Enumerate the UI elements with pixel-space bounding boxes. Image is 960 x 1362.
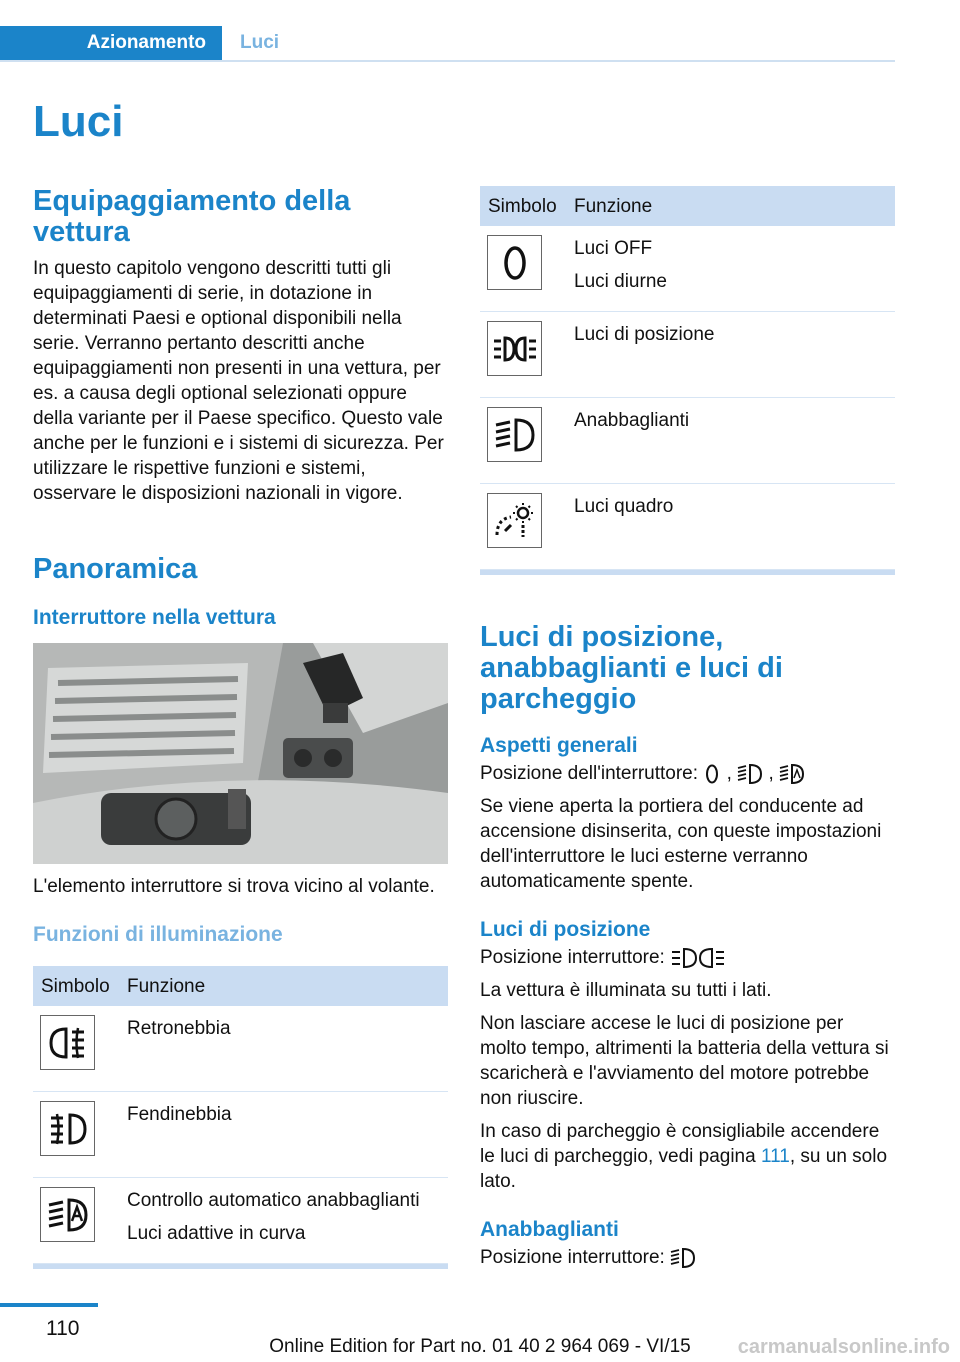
function-text: Anabbaglianti	[574, 410, 690, 431]
posizione-label: Posizione dell'interruttore:	[480, 763, 699, 784]
edition-text: Online Edition for Part no. 01 40 2 964 069 - VI/15	[269, 1336, 691, 1357]
comma-separator: ,	[768, 763, 774, 784]
paragraph-luci-pos-2: Non lasciare accese le luci di posizione per molto tempo, altrimenti la batteria della vettura si scaricherà e l'avviamento del motore potrebbe non riuscire.	[480, 1013, 889, 1109]
table-end-bar	[480, 570, 895, 575]
front-fog-light-icon	[40, 1101, 95, 1156]
function-text: Controllo automatico anabbaglianti	[127, 1190, 420, 1211]
page-header	[0, 0, 960, 62]
heading-funzioni: Funzioni di illuminazione	[33, 923, 283, 946]
heading-interruttore: Interruttore nella vettura	[33, 606, 276, 629]
col-simbolo: Simbolo	[41, 975, 110, 997]
posizione-label: Posizione interruttore:	[480, 947, 665, 968]
low-beam-icon	[670, 1247, 696, 1269]
low-beam-icon	[737, 763, 763, 785]
chapter-tab[interactable]: Luci	[240, 32, 280, 53]
function-text: Luci adattive in curva	[127, 1223, 306, 1244]
functions-table-right	[480, 186, 895, 570]
table-row	[33, 1178, 448, 1264]
watermark: carmanualsonline.info	[737, 1336, 950, 1358]
auto-headlight-icon	[779, 763, 805, 785]
table-row	[480, 226, 895, 312]
heading-luci-posizione-anabbaglianti: Luci di posizione, anabbaglianti e luci di parcheggio	[480, 621, 783, 715]
text-fragment: In caso di parcheggio è consigliabile accendere le luci di parcheggio, vedi pagina	[480, 1121, 880, 1167]
table-header-row	[33, 966, 448, 1006]
left-column	[33, 95, 448, 1269]
zero-position-icon	[487, 235, 542, 290]
section-tab[interactable]: Azionamento	[0, 26, 222, 60]
paragraph-luci-pos-1: La vettura è illuminata su tutti i lati.	[480, 980, 772, 1001]
instrument-lighting-icon	[487, 493, 542, 548]
auto-headlight-icon	[40, 1187, 95, 1242]
function-text: Luci quadro	[574, 496, 674, 517]
paragraph-luci-pos-3	[480, 1119, 895, 1194]
table-header-row	[480, 186, 895, 226]
zero-position-icon	[703, 763, 721, 785]
paragraph-posizione	[480, 761, 895, 786]
function-text: Luci diurne	[574, 271, 667, 292]
paragraph-aspetti: Se viene aperta la portiera del conducente ad accensione disinserita, con queste impostazioni dell'interruttore le luci esterne verranno automaticamente spente.	[480, 796, 882, 892]
paragraph-anabb-label	[480, 1245, 895, 1270]
table-row	[33, 1006, 448, 1092]
col-funzione: Funzione	[574, 195, 653, 217]
function-text: Luci OFF	[574, 238, 653, 259]
function-text: Luci di posizione	[574, 324, 715, 345]
parking-lights-icon	[487, 321, 542, 376]
heading-luci-di-posizione: Luci di posizione	[480, 918, 651, 941]
col-simbolo: Simbolo	[488, 195, 557, 217]
rear-fog-light-icon	[40, 1015, 95, 1070]
heading-aspetti: Aspetti generali	[480, 734, 638, 757]
posizione-label: Posizione interruttore:	[480, 1247, 665, 1268]
function-text: Fendinebbia	[127, 1104, 232, 1125]
comma-separator: ,	[726, 763, 732, 784]
table-end-bar	[33, 1264, 448, 1269]
heading-equipaggiamento: Equipaggiamento della vettura	[33, 185, 351, 248]
functions-table-left	[33, 966, 448, 1264]
right-column	[480, 186, 895, 1270]
table-row	[33, 1092, 448, 1178]
page-link-111[interactable]: 111	[760, 1146, 790, 1167]
photo-caption: L'elemento interruttore si trova vicino al volante.	[33, 876, 435, 897]
function-text: Retronebbia	[127, 1018, 231, 1039]
text-fragment: , su un solo lato.	[480, 1146, 888, 1192]
table-row	[480, 484, 895, 570]
parking-lights-icon	[670, 947, 726, 969]
table-row	[480, 312, 895, 398]
header-divider	[0, 60, 895, 62]
low-beam-icon	[487, 407, 542, 462]
page-number: 110	[46, 1317, 80, 1340]
heading-anabbaglianti: Anabbaglianti	[480, 1218, 619, 1241]
page-title: Luci	[33, 97, 124, 146]
heading-panoramica: Panoramica	[33, 553, 198, 585]
paragraph-equipaggiamento: In questo capitolo vengono descritti tutti gli equipaggiamenti di serie, in dotazione in determinati Paesi e optional disponibili nella serie. Verranno pertanto descritti anche equipaggiamenti non presenti in una vettura, per es. a causa degli optional selezionati oppure della variante per il Paese specifico. Questo vale anche per le funzioni e i sistemi di sicurezza. Per utilizzare le rispettive funzioni e sistemi, osservare le disposizioni nazionali in vigore.	[33, 258, 444, 504]
table-row	[480, 398, 895, 484]
light-switch-photo	[33, 643, 448, 864]
paragraph-luci-pos-label	[480, 945, 895, 970]
col-funzione: Funzione	[127, 975, 206, 997]
footer-divider	[0, 1303, 98, 1307]
